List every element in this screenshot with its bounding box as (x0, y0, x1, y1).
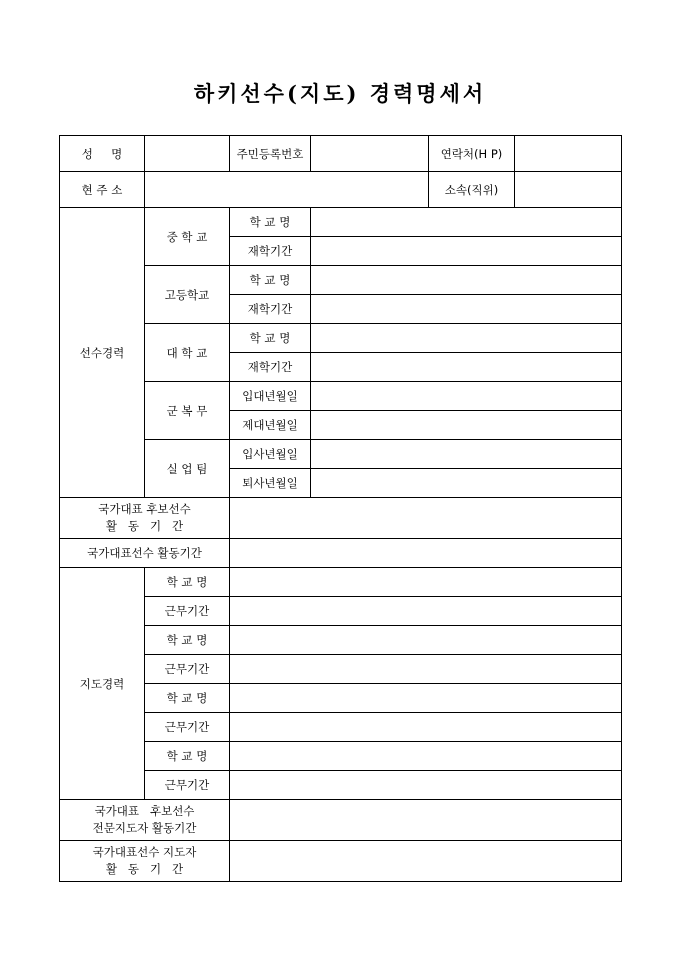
contact-field[interactable] (515, 136, 622, 172)
coach-work-period-field[interactable] (230, 597, 622, 626)
leave-date-label: 퇴사년월일 (230, 469, 311, 498)
coach-work-period-field[interactable] (230, 713, 622, 742)
enrollment-period-label: 재학기간 (230, 353, 311, 382)
contact-label: 연락처(H P) (429, 136, 515, 172)
affiliation-label: 소속(직위) (429, 172, 515, 208)
coach-row-label: 근무기간 (145, 597, 230, 626)
label-line: 국가대표선수 지도자 (92, 845, 197, 859)
page-title: 하키선수(지도) 경력명세서 (193, 81, 487, 106)
coach-work-period-field[interactable] (230, 655, 622, 684)
university-period-field[interactable] (311, 353, 622, 382)
join-date-field[interactable] (311, 440, 622, 469)
label-line: 활 동 기 간 (105, 519, 184, 533)
national-player-period-label: 국가대표선수 활동기간 (60, 539, 230, 568)
high-school-name-field[interactable] (311, 266, 622, 295)
enrollment-period-label: 재학기간 (230, 295, 311, 324)
candidate-coach-period-field[interactable] (230, 800, 622, 841)
coach-row-label: 학 교 명 (145, 568, 230, 597)
coach-row-label: 학 교 명 (145, 684, 230, 713)
resident-number-field[interactable] (311, 136, 429, 172)
coach-row-label: 근무기간 (145, 771, 230, 800)
player-career-label: 선수경력 (60, 208, 145, 498)
label-line: 전문지도자 활동기간 (92, 821, 197, 835)
school-name-label: 학 교 명 (230, 208, 311, 237)
coach-row-label: 학 교 명 (145, 626, 230, 655)
coach-work-period-field[interactable] (230, 771, 622, 800)
coach-row-label: 근무기간 (145, 655, 230, 684)
middle-school-name-field[interactable] (311, 208, 622, 237)
university-label: 대 학 교 (145, 324, 230, 382)
enrollment-period-label: 재학기간 (230, 237, 311, 266)
coach-school-name-field[interactable] (230, 742, 622, 771)
label-line: 국가대표 후보선수 (98, 502, 191, 516)
name-value-field[interactable] (145, 136, 230, 172)
military-service-label: 군 복 무 (145, 382, 230, 440)
middle-school-period-field[interactable] (311, 237, 622, 266)
join-date-label: 입사년월일 (230, 440, 311, 469)
career-form-table (59, 135, 622, 882)
university-name-field[interactable] (311, 324, 622, 353)
coach-row-label: 근무기간 (145, 713, 230, 742)
candidate-coach-period-label (60, 800, 230, 841)
enlistment-date-label: 입대년월일 (230, 382, 311, 411)
coach-school-name-field[interactable] (230, 626, 622, 655)
national-candidate-period-field[interactable] (230, 498, 622, 539)
corporate-team-label: 실 업 팀 (145, 440, 230, 498)
enlistment-date-field[interactable] (311, 382, 622, 411)
coach-school-name-field[interactable] (230, 568, 622, 597)
name-label: 성 명 (60, 136, 145, 172)
address-label: 현 주 소 (60, 172, 145, 208)
label-line: 활 동 기 간 (105, 862, 184, 876)
coach-school-name-field[interactable] (230, 684, 622, 713)
school-name-label: 학 교 명 (230, 324, 311, 353)
middle-school-label: 중 학 교 (145, 208, 230, 266)
national-coach-period-label (60, 841, 230, 882)
coach-row-label: 학 교 명 (145, 742, 230, 771)
high-school-label: 고등학교 (145, 266, 230, 324)
affiliation-field[interactable] (515, 172, 622, 208)
coach-career-label: 지도경력 (60, 568, 145, 800)
national-coach-period-field[interactable] (230, 841, 622, 882)
national-player-period-field[interactable] (230, 539, 622, 568)
national-candidate-period-label (60, 498, 230, 539)
high-school-period-field[interactable] (311, 295, 622, 324)
label-line: 국가대표 후보선수 (94, 804, 195, 818)
discharge-date-label: 제대년월일 (230, 411, 311, 440)
discharge-date-field[interactable] (311, 411, 622, 440)
resident-number-label: 주민등록번호 (230, 136, 311, 172)
address-field[interactable] (145, 172, 429, 208)
school-name-label: 학 교 명 (230, 266, 311, 295)
leave-date-field[interactable] (311, 469, 622, 498)
